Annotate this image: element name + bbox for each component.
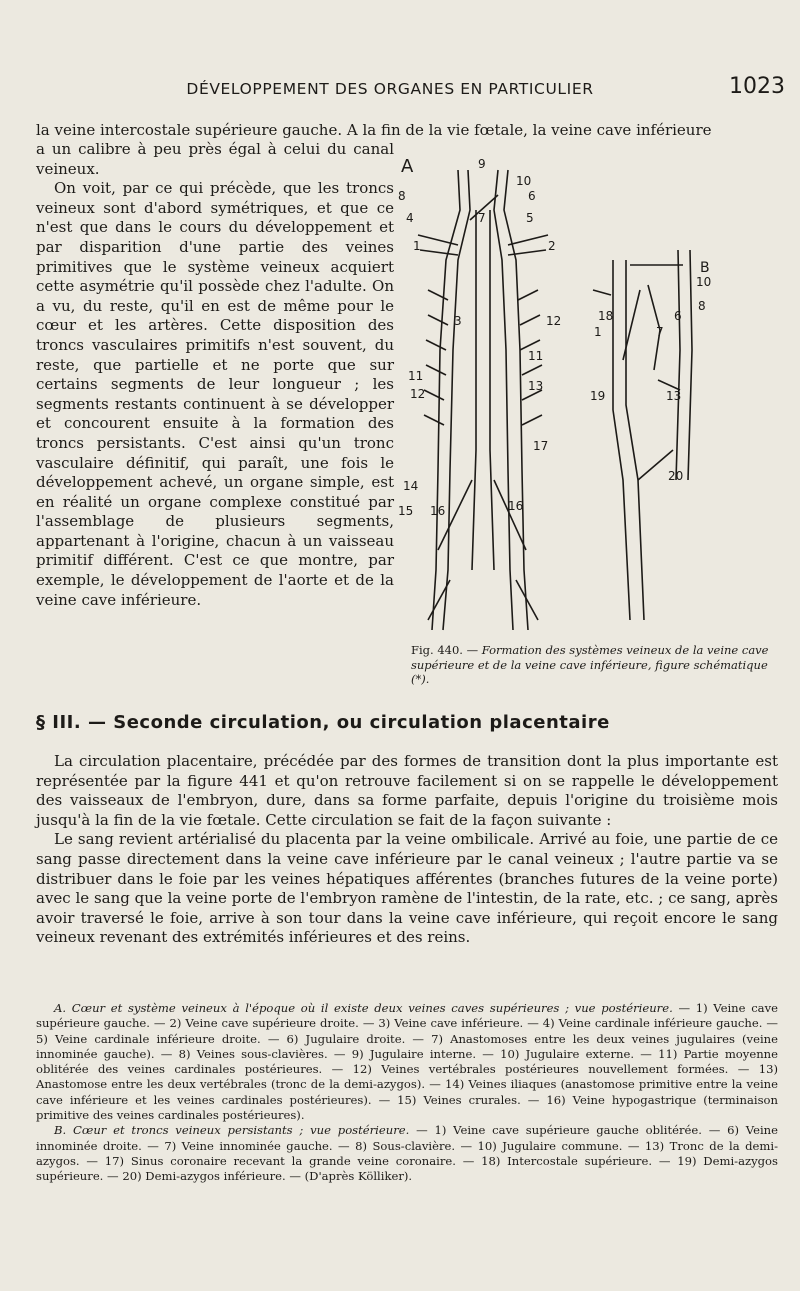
legend-b-text: — 1) Veine cave supérieure gauche oblitérée. — 6) Veine innominée droite. — 7) Veine innominée gauche. — 8) Sous-clavière. — 10) Jugulaire commune. — 13) Tronc de la demi-azygos. — 17) Sinus coronaire recevant la grande veine coronaire. — 18) Intercostale supérieure. — 19) Demi-azygos supérieure. — 20) Demi-azygos inférieure. — (D'après Kölliker). [36, 1123, 778, 1184]
label-a-8: 8 [398, 189, 406, 203]
label-a-11b: 11 [408, 369, 424, 383]
panel-a-letter: A [401, 156, 414, 177]
label-a-12b: 12 [410, 387, 426, 401]
label-b-8: 8 [698, 299, 706, 313]
label-a-10: 10 [516, 174, 532, 188]
figure-legend [36, 1001, 778, 1185]
label-b-18: 18 [598, 309, 614, 323]
label-b-10: 10 [696, 275, 712, 289]
label-a-3: 3 [454, 314, 462, 328]
label-b-13: 13 [666, 389, 682, 403]
left-paragraph-1: a un calibre à peu près égal à celui du canal veineux. [36, 140, 394, 178]
label-b-19: 19 [590, 389, 606, 403]
left-paragraph-2: On voit, par ce qui précède, que les troncs veineux sont d'abord symétriques, et que ce n'est que dans le cours du développement et par disparition d'une partie des veines primitives que le système veineux acquiert cette asymétrie qu'il possède chez l'adulte. On a vu, du reste, qu'il en est de même pour le cœur et les artères. Cette disposition des troncs vasculaires primitifs n'est souvent, du reste, que partielle et ne porte que sur certains segments de leur longueur ; les segments restants continuent à se développer et concourent ensuite à la formation des troncs persistants. C'est ainsi qu'un tronc vasculaire définitif, qui paraît, une fois le développement achevé, un organe simple, est en réalité un organe complexe constitué par l'assemblage de plusieurs segments, appartenant à l'origine, chacun à un vaisseau primitif différent. C'est ce que montre, par exemple, le développement de l'aorte et de la veine cave inférieure. [36, 179, 394, 609]
label-a-2: 2 [548, 239, 556, 253]
label-a-5: 5 [526, 211, 534, 225]
label-b-1: 1 [594, 325, 602, 339]
label-a-15: 15 [398, 504, 414, 518]
figure-440 [398, 150, 788, 640]
label-b-6: 6 [674, 309, 682, 323]
panel-b [593, 250, 692, 620]
section-heading: § III. — Seconde circulation, ou circulation placentaire [36, 712, 610, 733]
legend-a-text: — 1) Veine cave supérieure gauche. — 2) Veine cave supérieure droite. — 3) Veine cave inférieure. — 4) Veine cardinale inférieure gauche. — 5) Veine cardinale inférieure droite. — 6) Jugulaire droite. — 7) Anastomoses entre les deux veines jugulaires (veine innominée gauche). — 8) Veines sous-clavières. — 9) Jugulaire interne. — 10) Jugulaire externe. — 11) Partie moyenne oblitérée des veines cardinales postérieures. — 12) Veines vertébrales postérieures nouvellement formées. — 13) Anastomose entre les deux vertébrales (tronc de la demi-azygos). — 14) Veines iliaques (anastomose primitive entre la veine cave inférieure et les veines cardinales postérieures). — 15) Veines crurales. — 16) Veine hypogastrique (terminaison primitive des veines cardinales postérieures). [36, 1001, 779, 1123]
main-paragraph-2: Le sang revient artérialisé du placenta par la veine ombilicale. Arrivé au foie, une partie de ce sang passe directement dans la veine cave inférieure par le canal veineux ; l'autre partie va se distribuer dans le foie par les veines hépatiques afférentes (branches futures de la veine porte) avec le sang que la veine porte de l'embryon ramène de l'intestin, de la rate, etc. ; ce sang, après avoir traversé le foie, arrive à son tour dans la veine cave inférieure, qui reçoit encore le sang veineux revenant des extrémités inférieures et des reins. [36, 830, 778, 947]
label-a-12: 12 [546, 314, 562, 328]
label-a-6: 6 [528, 189, 536, 203]
label-a-14: 14 [403, 479, 419, 493]
main-paragraph-1: La circulation placentaire, précédée par des formes de transition dont la plus importante est représentée par la figure 441 et qu'on retrouve facilement si on se rappelle le développement des vaisseaux de l'embryon, dure, dans sa forme parfaite, depuis l'origine du troisième mois jusqu'à la fin de la vie fœtale. Cette circulation se fait de la façon suivante : [36, 752, 778, 829]
left-column [36, 140, 394, 610]
label-a-1: 1 [413, 239, 421, 253]
panel-b-letter: B [700, 260, 710, 276]
figure-caption-text: — Formation des systèmes veineux de la veine cave supérieure et de la veine cave inférieure, figure schématique (*). [411, 643, 769, 686]
label-a-16b: 16 [508, 499, 524, 513]
label-a-17: 17 [533, 439, 549, 453]
label-a-7: 7 [478, 211, 486, 225]
label-a-13: 13 [528, 379, 544, 393]
legend-a-intro: A. Cœur et système veineux à l'époque où il existe deux veines caves supérieures ; vue postérieure. [54, 1001, 673, 1015]
label-b-7: 7 [656, 325, 664, 339]
main-text [36, 752, 778, 948]
panel-a-labels [398, 157, 561, 518]
running-head: DÉVELOPPEMENT DES ORGANES EN PARTICULIER [186, 80, 594, 98]
figure-number: Fig. 440. [411, 643, 463, 657]
figure-caption [411, 643, 783, 687]
label-a-9: 9 [478, 157, 486, 171]
intro-line: la veine intercostale supérieure gauche. A la fin de la vie fœtale, la veine cave inférieure [36, 121, 712, 139]
panel-b-labels [590, 275, 711, 483]
venous-system-diagram [398, 150, 788, 640]
label-a-11: 11 [528, 349, 544, 363]
legend-a [36, 1001, 778, 1123]
page-number: 1023 [729, 74, 785, 99]
legend-b [36, 1123, 778, 1184]
legend-b-intro: B. Cœur et troncs veineux persistants ; vue postérieure. [54, 1123, 410, 1138]
label-a-4: 4 [406, 211, 414, 225]
label-a-16: 16 [430, 504, 446, 518]
label-b-20: 20 [668, 469, 684, 483]
panel-a [418, 170, 548, 630]
